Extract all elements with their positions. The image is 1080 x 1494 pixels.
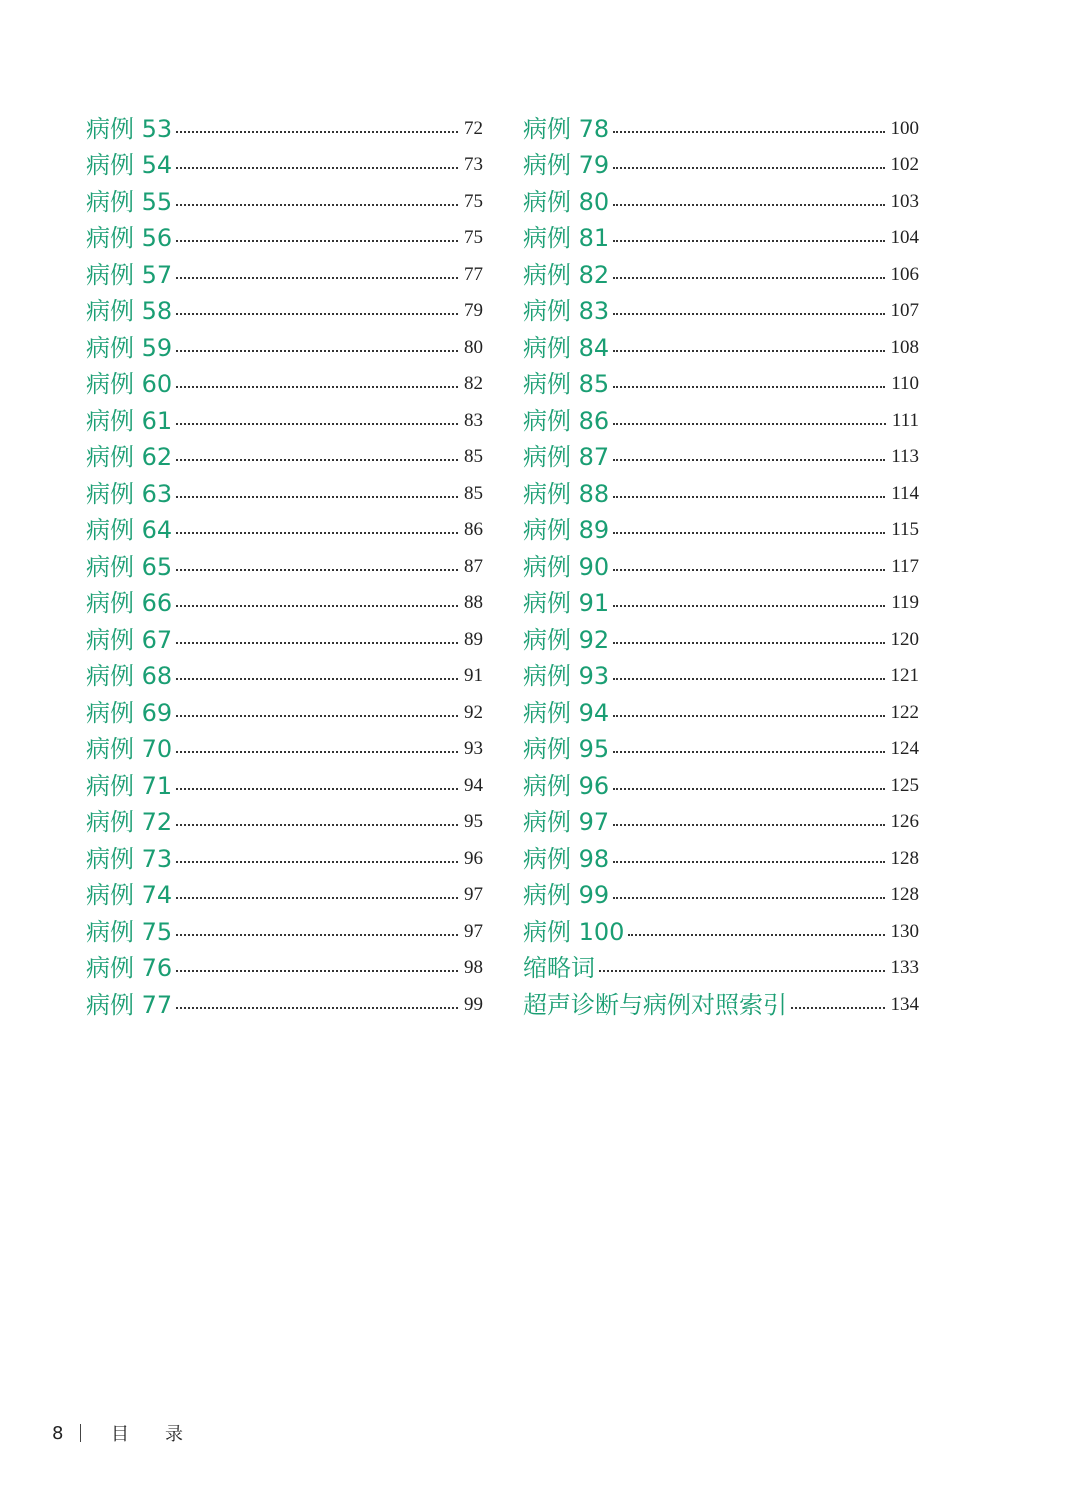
toc-entry-page-number: 95 [464, 811, 483, 832]
dot-leader [176, 678, 458, 680]
toc-entry-page-number: 85 [464, 482, 483, 504]
toc-entry-title: 病例 63 [86, 479, 173, 508]
dot-leader [176, 897, 458, 899]
toc-entry-page-number: 93 [464, 738, 483, 759]
toc-entry-title: 病例 69 [86, 698, 173, 727]
toc-entry[interactable] [523, 327, 919, 364]
dot-leader [613, 313, 884, 315]
dot-leader [613, 569, 885, 571]
dot-leader [176, 459, 458, 461]
toc-entry-page-number: 134 [890, 993, 919, 1015]
toc-entry-page-number: 126 [890, 811, 919, 832]
toc-entry-page-number: 113 [891, 446, 919, 467]
dot-leader [176, 423, 458, 425]
footer-page-number: 8 [52, 1422, 64, 1444]
toc-entry-page-number: 130 [890, 920, 919, 942]
dot-leader [613, 277, 884, 279]
toc-entry[interactable] [523, 765, 919, 802]
toc-entry[interactable] [86, 546, 483, 583]
toc-entry-page-number: 104 [890, 227, 919, 248]
dot-leader [613, 532, 885, 534]
toc-entry-title: 病例 88 [523, 479, 610, 508]
dot-leader [176, 861, 458, 863]
dot-leader [613, 423, 886, 425]
dot-leader [613, 751, 884, 753]
toc-entry-title: 病例 99 [523, 881, 610, 909]
dot-leader [176, 970, 458, 972]
toc-entry[interactable] [86, 838, 483, 875]
toc-entry-title: 病例 82 [523, 260, 610, 289]
dot-leader [176, 569, 458, 571]
dot-leader [613, 350, 884, 352]
toc-entry[interactable] [523, 802, 919, 839]
toc-entry-title: 病例 64 [86, 516, 173, 544]
page-footer [52, 1420, 219, 1446]
toc-entry[interactable] [86, 473, 483, 510]
toc-entry-page-number: 100 [890, 117, 919, 139]
toc-entry[interactable] [86, 948, 483, 985]
toc-entry-title: 病例 98 [523, 844, 610, 873]
toc-entry[interactable] [86, 875, 483, 912]
toc-entry-page-number: 121 [890, 665, 919, 686]
toc-entry-title: 病例 77 [86, 990, 173, 1019]
toc-entry[interactable] [523, 619, 919, 656]
toc-entry[interactable] [523, 546, 919, 583]
toc-entry-page-number: 94 [464, 774, 483, 796]
toc-entry-title: 病例 97 [523, 808, 610, 836]
toc-entry-title: 病例 55 [86, 187, 173, 216]
toc-entry-page-number: 125 [890, 774, 919, 796]
toc-entry-title: 病例 79 [523, 151, 610, 179]
toc-entry[interactable] [523, 473, 919, 510]
toc-entry[interactable] [523, 145, 919, 182]
dot-leader [613, 167, 884, 169]
toc-entry-title: 病例 60 [86, 370, 173, 398]
toc-entry[interactable] [523, 291, 919, 328]
toc-entry-page-number: 98 [464, 957, 483, 978]
toc-entry[interactable] [86, 510, 483, 547]
toc-entry-title: 病例 95 [523, 735, 610, 763]
dot-leader [613, 788, 884, 790]
dot-leader [613, 240, 884, 242]
toc-entry[interactable] [523, 108, 919, 145]
dot-leader [176, 788, 458, 790]
toc-entry-title: 病例 78 [523, 114, 610, 143]
toc-entry-page-number: 83 [464, 409, 483, 431]
dot-leader [613, 897, 884, 899]
toc-entry[interactable] [523, 656, 919, 693]
toc-entry-page-number: 124 [890, 738, 919, 759]
toc-entry-page-number: 117 [891, 555, 919, 577]
toc-entry-page-number: 97 [464, 920, 483, 942]
toc-entry-title: 超声诊断与病例对照索引 [523, 990, 787, 1019]
toc-entry-page-number: 99 [464, 993, 483, 1015]
toc-entry-page-number: 97 [464, 884, 483, 905]
footer-section-title: 目录 [111, 1424, 219, 1445]
dot-leader [613, 861, 884, 863]
toc-entry-title: 病例 65 [86, 552, 173, 581]
dot-leader [176, 532, 458, 534]
dot-leader [176, 824, 458, 826]
toc-entry-title: 病例 90 [523, 552, 610, 581]
toc-entry-page-number: 82 [464, 373, 483, 394]
toc-entry-title: 病例 80 [523, 187, 610, 216]
toc-entry-title: 病例 57 [86, 260, 173, 289]
toc-entry[interactable] [523, 510, 919, 547]
toc-entry-page-number: 96 [464, 847, 483, 869]
toc-entry-page-number: 106 [890, 263, 919, 285]
toc-entry-title: 病例 100 [523, 917, 625, 946]
dot-leader [613, 715, 884, 717]
dot-leader [628, 934, 884, 936]
toc-entry[interactable] [523, 948, 919, 985]
dot-leader [176, 751, 458, 753]
toc-entry-title: 病例 66 [86, 589, 173, 617]
dot-leader [176, 1007, 458, 1009]
dot-leader [176, 204, 458, 206]
toc-entry-title: 病例 89 [523, 516, 610, 544]
toc-entry[interactable] [86, 145, 483, 182]
toc-entry[interactable] [86, 984, 483, 1021]
toc-entry[interactable] [523, 181, 919, 218]
dot-leader [176, 934, 458, 936]
toc-entry[interactable] [86, 364, 483, 401]
toc-entry-title: 病例 54 [86, 151, 173, 179]
toc-entry[interactable] [86, 437, 483, 474]
toc-entry-page-number: 108 [890, 336, 919, 358]
toc-entry-page-number: 122 [890, 701, 919, 723]
toc-entry[interactable] [86, 802, 483, 839]
footer-separator [80, 1424, 81, 1442]
toc-entry[interactable] [523, 218, 919, 255]
dot-leader [176, 605, 458, 607]
toc-entry-title: 病例 83 [523, 297, 610, 325]
dot-leader [176, 642, 458, 644]
dot-leader [176, 715, 458, 717]
toc-entry-page-number: 89 [464, 628, 483, 650]
dot-leader [613, 496, 885, 498]
toc-entry-title: 病例 87 [523, 443, 610, 471]
dot-leader [176, 131, 458, 133]
dot-leader [613, 678, 884, 680]
toc-entry-title: 病例 74 [86, 881, 173, 909]
toc-entry[interactable] [86, 218, 483, 255]
toc-entry-title: 病例 76 [86, 954, 173, 982]
dot-leader [176, 167, 458, 169]
dot-leader [176, 350, 458, 352]
dot-leader [613, 605, 885, 607]
toc-entry-page-number: 128 [890, 884, 919, 905]
toc-entry-title: 病例 93 [523, 662, 610, 690]
toc-entry-page-number: 91 [464, 665, 483, 686]
toc-entry-page-number: 80 [464, 336, 483, 358]
toc-entry-title: 病例 59 [86, 333, 173, 362]
toc-entry-title: 病例 85 [523, 370, 610, 398]
toc-entry-page-number: 85 [464, 446, 483, 467]
toc-entry[interactable] [523, 400, 919, 437]
toc-entry-title: 病例 70 [86, 735, 173, 763]
toc-entry[interactable] [86, 692, 483, 729]
dot-leader [613, 459, 885, 461]
toc-entry-page-number: 72 [464, 117, 483, 139]
toc-entry-page-number: 103 [890, 190, 919, 212]
toc-entry-page-number: 120 [890, 628, 919, 650]
toc-entry-title: 病例 58 [86, 297, 173, 325]
toc-entry[interactable] [523, 875, 919, 912]
toc-entry[interactable] [86, 291, 483, 328]
toc-entry[interactable] [523, 254, 919, 291]
toc-entry-title: 病例 96 [523, 771, 610, 800]
toc-entry-title: 病例 75 [86, 917, 173, 946]
toc-entry-page-number: 107 [890, 300, 919, 321]
toc-entry-title: 病例 56 [86, 224, 173, 252]
toc-entry-page-number: 102 [890, 154, 919, 175]
dot-leader [176, 240, 458, 242]
toc-entry-title: 病例 53 [86, 114, 173, 143]
dot-leader [613, 386, 885, 388]
toc-entry[interactable] [86, 911, 483, 948]
toc-entry-page-number: 114 [891, 482, 919, 504]
dot-leader [613, 642, 884, 644]
toc-entry-title: 病例 94 [523, 698, 610, 727]
toc-entry-page-number: 110 [891, 373, 919, 394]
toc-entry[interactable] [523, 911, 919, 948]
toc-entry[interactable] [523, 583, 919, 620]
toc-entry-title: 病例 73 [86, 844, 173, 873]
toc-entry[interactable] [523, 984, 919, 1021]
toc-entry-page-number: 86 [464, 519, 483, 540]
toc-entry-title: 病例 61 [86, 406, 173, 435]
toc-entry-title: 病例 81 [523, 224, 610, 252]
toc-entry[interactable] [86, 656, 483, 693]
toc-entry[interactable] [86, 619, 483, 656]
dot-leader [176, 277, 458, 279]
toc-entry[interactable] [86, 327, 483, 364]
toc-column-left [86, 108, 483, 1021]
toc-entry[interactable] [86, 729, 483, 766]
toc-entry-page-number: 73 [464, 154, 483, 175]
dot-leader [613, 131, 884, 133]
toc-entry-title: 病例 84 [523, 333, 610, 362]
toc-entry[interactable] [86, 254, 483, 291]
toc-entry[interactable] [523, 364, 919, 401]
dot-leader [176, 496, 458, 498]
toc-entry-title: 病例 86 [523, 406, 610, 435]
toc-entry[interactable] [523, 692, 919, 729]
toc-entry-page-number: 92 [464, 701, 483, 723]
toc-entry-page-number: 75 [464, 227, 483, 248]
toc-entry-page-number: 88 [464, 592, 483, 613]
toc-entry-title: 病例 62 [86, 443, 173, 471]
toc-entry[interactable] [86, 108, 483, 145]
toc-entry[interactable] [523, 729, 919, 766]
toc-entry-page-number: 77 [464, 263, 483, 285]
toc-column-right [523, 108, 919, 1021]
dot-leader [791, 1007, 885, 1009]
toc-entry-page-number: 87 [464, 555, 483, 577]
toc-entry[interactable] [523, 838, 919, 875]
toc-entry-page-number: 75 [464, 190, 483, 212]
dot-leader [176, 313, 458, 315]
toc-entry-title: 缩略词 [523, 954, 595, 982]
toc-entry-title: 病例 91 [523, 589, 610, 617]
dot-leader [599, 970, 885, 972]
toc-entry-page-number: 133 [890, 957, 919, 978]
toc-entry-page-number: 119 [891, 592, 919, 613]
toc-entry-title: 病例 72 [86, 808, 173, 836]
toc-entry-page-number: 111 [891, 409, 919, 431]
toc-entry[interactable] [86, 400, 483, 437]
dot-leader [613, 824, 884, 826]
toc-entry-page-number: 79 [464, 300, 483, 321]
toc-entry[interactable] [86, 181, 483, 218]
dot-leader [613, 204, 884, 206]
toc-entry-page-number: 115 [891, 519, 919, 540]
toc-entry[interactable] [86, 765, 483, 802]
toc-entry-page-number: 128 [890, 847, 919, 869]
toc-entry[interactable] [86, 583, 483, 620]
toc-entry-title: 病例 68 [86, 662, 173, 690]
toc-entry[interactable] [523, 437, 919, 474]
dot-leader [176, 386, 458, 388]
toc-entry-title: 病例 67 [86, 625, 173, 654]
toc-entry-title: 病例 92 [523, 625, 610, 654]
toc-entry-title: 病例 71 [86, 771, 173, 800]
